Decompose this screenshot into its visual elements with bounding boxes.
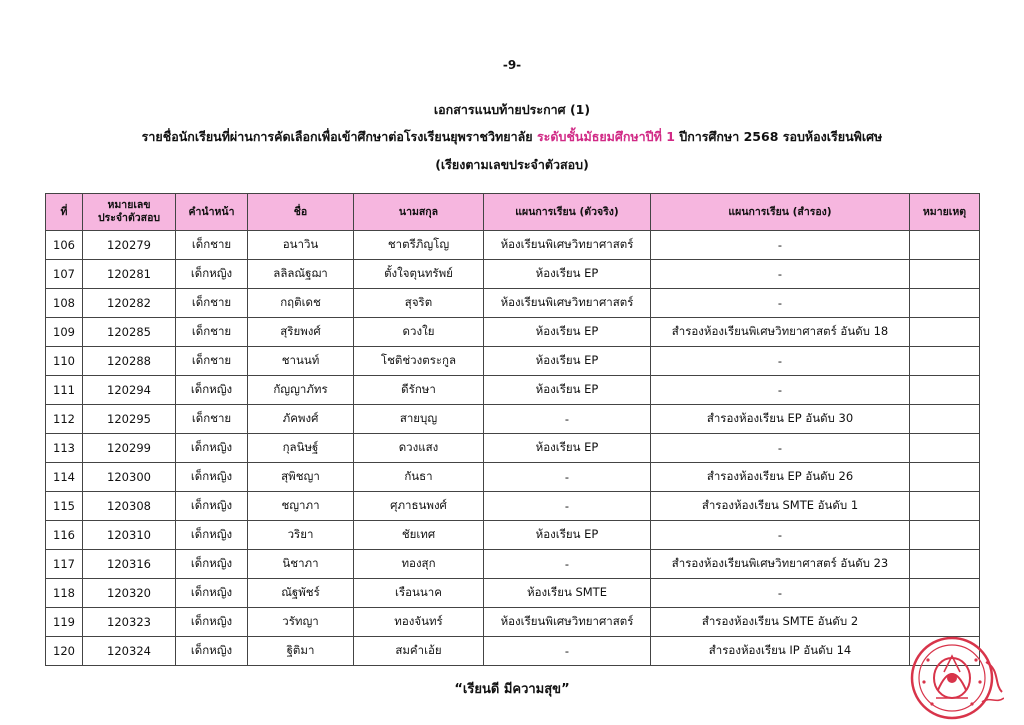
subtitle-part-1: รายชื่อนักเรียนที่ผ่านการคัดเลือกเพื่อเข้าศึกษาต่อโรงเรียนยุพราชวิทยาลัย — [141, 129, 537, 144]
cell-exam-id: 120323 — [83, 608, 176, 637]
table-row — [46, 289, 980, 318]
cell-exam-id: 120316 — [83, 550, 176, 579]
cell-note — [910, 521, 980, 550]
cell-program-main: ห้องเรียนพิเศษวิทยาศาสตร์ — [484, 289, 651, 318]
cell-row-number: 120 — [46, 637, 83, 666]
cell-program-reserve: สำรองห้องเรียนพิเศษวิทยาศาสตร์ อันดับ 23 — [651, 550, 910, 579]
cell-row-number: 116 — [46, 521, 83, 550]
cell-name-prefix: เด็กหญิง — [176, 434, 248, 463]
header-exam-id-line2: ประจำตัวสอบ — [97, 212, 161, 224]
cell-last-name: ศุภาธนพงศ์ — [354, 492, 484, 521]
cell-row-number: 118 — [46, 579, 83, 608]
header-reserve: แผนการเรียน (สำรอง) — [651, 194, 910, 231]
cell-note — [910, 492, 980, 521]
page-number: -9- — [502, 58, 522, 72]
cell-program-main: ห้องเรียน EP — [484, 347, 651, 376]
table-row — [46, 260, 980, 289]
cell-program-reserve: สำรองห้องเรียน EP อันดับ 30 — [651, 405, 910, 434]
cell-note — [910, 405, 980, 434]
table-row — [46, 579, 980, 608]
cell-name-prefix: เด็กชาย — [176, 289, 248, 318]
header-prefix: คำนำหน้า — [176, 194, 248, 231]
cell-program-reserve: สำรองห้องเรียน SMTE อันดับ 2 — [651, 608, 910, 637]
cell-name-prefix: เด็กชาย — [176, 347, 248, 376]
cell-program-main: - — [484, 405, 651, 434]
table-row — [46, 463, 980, 492]
cell-note — [910, 231, 980, 260]
student-roster-table — [45, 193, 980, 666]
cell-program-reserve: - — [651, 289, 910, 318]
cell-program-main: ห้องเรียน EP — [484, 521, 651, 550]
cell-exam-id: 120281 — [83, 260, 176, 289]
cell-name-prefix: เด็กชาย — [176, 405, 248, 434]
sort-note: (เรียงตามเลขประจำตัวสอบ) — [435, 157, 589, 172]
cell-name-prefix: เด็กหญิง — [176, 260, 248, 289]
cell-program-main: ห้องเรียน EP — [484, 260, 651, 289]
cell-last-name: ดวงใย — [354, 318, 484, 347]
cell-note — [910, 347, 980, 376]
cell-program-main: - — [484, 463, 651, 492]
cell-program-main: ห้องเรียน EP — [484, 434, 651, 463]
cell-first-name: ชานนท์ — [248, 347, 354, 376]
cell-program-main: - — [484, 550, 651, 579]
cell-program-main: ห้องเรียน EP — [484, 318, 651, 347]
cell-last-name: ชาตรีภิญโญ — [354, 231, 484, 260]
cell-name-prefix: เด็กหญิง — [176, 521, 248, 550]
cell-first-name: กฤติเดช — [248, 289, 354, 318]
cell-first-name: สุริยพงศ์ — [248, 318, 354, 347]
header-note: หมายเหตุ — [910, 194, 980, 231]
header-no: ที่ — [46, 194, 83, 231]
table-row — [46, 376, 980, 405]
cell-note — [910, 260, 980, 289]
cell-name-prefix: เด็กหญิง — [176, 463, 248, 492]
cell-row-number: 113 — [46, 434, 83, 463]
cell-program-main: - — [484, 637, 651, 666]
cell-note — [910, 463, 980, 492]
cell-first-name: ฐิติมา — [248, 637, 354, 666]
header-exam-id-line1: หมายเลข — [107, 199, 151, 211]
cell-row-number: 109 — [46, 318, 83, 347]
cell-note — [910, 579, 980, 608]
document-title: เอกสารแนบท้ายประกาศ (1) — [433, 102, 591, 117]
table-row — [46, 231, 980, 260]
cell-name-prefix: เด็กหญิง — [176, 608, 248, 637]
cell-name-prefix: เด็กหญิง — [176, 579, 248, 608]
cell-row-number: 112 — [46, 405, 83, 434]
cell-exam-id: 120324 — [83, 637, 176, 666]
table-row — [46, 637, 980, 666]
table-row — [46, 492, 980, 521]
cell-name-prefix: เด็กหญิง — [176, 550, 248, 579]
header-exam-id — [83, 194, 176, 231]
cell-exam-id: 120320 — [83, 579, 176, 608]
cell-note — [910, 550, 980, 579]
cell-row-number: 106 — [46, 231, 83, 260]
cell-program-main: ห้องเรียน EP — [484, 376, 651, 405]
cell-program-reserve: - — [651, 521, 910, 550]
cell-first-name: ณัฐพัชร์ — [248, 579, 354, 608]
subtitle-grade-level: ระดับชั้นมัธยมศึกษาปีที่ 1 — [536, 129, 675, 144]
cell-program-reserve: - — [651, 579, 910, 608]
cell-last-name: กันธา — [354, 463, 484, 492]
cell-exam-id: 120308 — [83, 492, 176, 521]
cell-exam-id: 120282 — [83, 289, 176, 318]
cell-program-reserve: สำรองห้องเรียน EP อันดับ 26 — [651, 463, 910, 492]
cell-last-name: ชัยเทศ — [354, 521, 484, 550]
cell-last-name: เรือนนาค — [354, 579, 484, 608]
cell-program-reserve: - — [651, 231, 910, 260]
cell-exam-id: 120288 — [83, 347, 176, 376]
cell-first-name: สุพิชญา — [248, 463, 354, 492]
cell-program-reserve: สำรองห้องเรียน IP อันดับ 14 — [651, 637, 910, 666]
cell-row-number: 115 — [46, 492, 83, 521]
cell-exam-id: 120295 — [83, 405, 176, 434]
cell-last-name: ตั้งใจตุนทรัพย์ — [354, 260, 484, 289]
cell-exam-id: 120279 — [83, 231, 176, 260]
cell-last-name: ดวงแสง — [354, 434, 484, 463]
cell-program-reserve: - — [651, 434, 910, 463]
cell-last-name: สุจริต — [354, 289, 484, 318]
cell-row-number: 111 — [46, 376, 83, 405]
cell-name-prefix: เด็กชาย — [176, 231, 248, 260]
school-seal-stamp-icon — [908, 632, 1004, 722]
table-row — [46, 521, 980, 550]
cell-last-name: ทองจันทร์ — [354, 608, 484, 637]
table-header-row — [46, 194, 980, 231]
table-row — [46, 347, 980, 376]
cell-row-number: 119 — [46, 608, 83, 637]
cell-first-name: อนาวิน — [248, 231, 354, 260]
cell-first-name: นิชาภา — [248, 550, 354, 579]
header-first-name: ชื่อ — [248, 194, 354, 231]
cell-program-main: ห้องเรียนพิเศษวิทยาศาสตร์ — [484, 231, 651, 260]
cell-last-name: โชติช่วงตระกูล — [354, 347, 484, 376]
cell-last-name: สายบุญ — [354, 405, 484, 434]
header-last-name: นามสกุล — [354, 194, 484, 231]
table-row — [46, 318, 980, 347]
cell-program-reserve: สำรองห้องเรียนพิเศษวิทยาศาสตร์ อันดับ 18 — [651, 318, 910, 347]
cell-name-prefix: เด็กหญิง — [176, 492, 248, 521]
cell-program-reserve: สำรองห้องเรียน SMTE อันดับ 1 — [651, 492, 910, 521]
cell-program-reserve: - — [651, 260, 910, 289]
cell-first-name: วรัทญา — [248, 608, 354, 637]
cell-last-name: สมคำเอ้ย — [354, 637, 484, 666]
table-row — [46, 550, 980, 579]
table-row — [46, 434, 980, 463]
cell-note — [910, 289, 980, 318]
cell-exam-id: 120294 — [83, 376, 176, 405]
cell-exam-id: 120299 — [83, 434, 176, 463]
cell-exam-id: 120285 — [83, 318, 176, 347]
cell-row-number: 107 — [46, 260, 83, 289]
table-row — [46, 405, 980, 434]
table-row — [46, 608, 980, 637]
cell-program-main: ห้องเรียน SMTE — [484, 579, 651, 608]
cell-row-number: 108 — [46, 289, 83, 318]
cell-row-number: 114 — [46, 463, 83, 492]
cell-name-prefix: เด็กหญิง — [176, 637, 248, 666]
cell-name-prefix: เด็กหญิง — [176, 376, 248, 405]
cell-program-main: ห้องเรียนพิเศษวิทยาศาสตร์ — [484, 608, 651, 637]
cell-exam-id: 120300 — [83, 463, 176, 492]
header-program: แผนการเรียน (ตัวจริง) — [484, 194, 651, 231]
cell-last-name: ทองสุก — [354, 550, 484, 579]
school-motto: “เรียนดี มีความสุข” — [454, 682, 570, 697]
cell-first-name: วริยา — [248, 521, 354, 550]
cell-program-reserve: - — [651, 376, 910, 405]
cell-row-number: 110 — [46, 347, 83, 376]
cell-note — [910, 318, 980, 347]
cell-exam-id: 120310 — [83, 521, 176, 550]
cell-note — [910, 434, 980, 463]
cell-row-number: 117 — [46, 550, 83, 579]
document-subtitle — [0, 127, 1024, 147]
cell-note — [910, 376, 980, 405]
cell-last-name: ดีรักษา — [354, 376, 484, 405]
cell-first-name: กุลนิษฐ์ — [248, 434, 354, 463]
cell-first-name: ลลิลณัฐฌา — [248, 260, 354, 289]
cell-program-main: - — [484, 492, 651, 521]
cell-name-prefix: เด็กชาย — [176, 318, 248, 347]
cell-program-reserve: - — [651, 347, 910, 376]
cell-first-name: กัญญาภัทร — [248, 376, 354, 405]
subtitle-part-2: ปีการศึกษา 2568 รอบห้องเรียนพิเศษ — [674, 129, 883, 144]
cell-first-name: ภัคพงศ์ — [248, 405, 354, 434]
cell-first-name: ชญาภา — [248, 492, 354, 521]
